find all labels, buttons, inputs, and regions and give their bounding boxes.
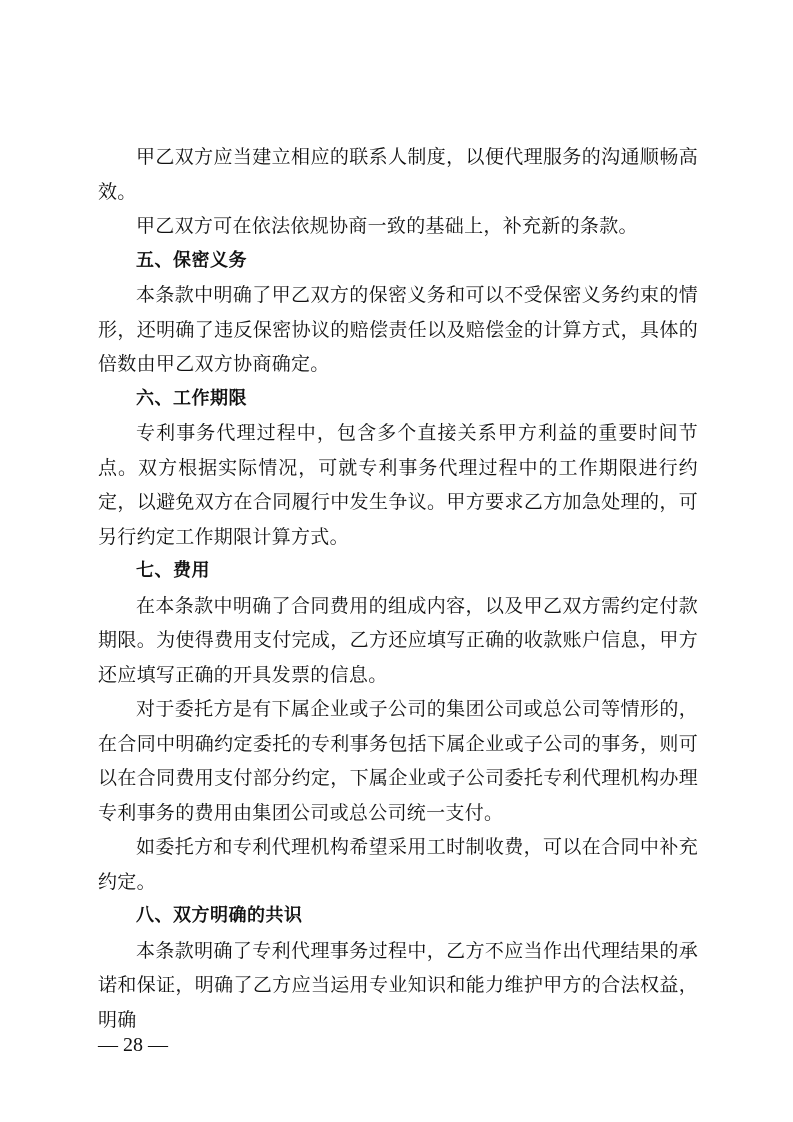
paragraph-fees-hourly: 如委托方和专利代理机构希望采用工时制收费，可以在合同中补充约定。 xyxy=(98,836,698,893)
paragraph-consensus: 本条款明确了专利代理事务过程中，乙方不应当作出代理结果的承诺和保证，明确了乙方应当运用专业知识和能力维护甲方的合法权益，明确 xyxy=(98,939,698,1031)
paragraph-contact-system: 甲乙双方应当建立相应的联系人制度，以便代理服务的沟通顺畅高效。 xyxy=(98,146,698,203)
page-body xyxy=(98,140,698,1037)
section-heading-work-period: 六、工作期限 xyxy=(136,387,247,409)
section-heading-confidentiality: 五、保密义务 xyxy=(136,249,247,271)
paragraph-fees-content: 在本条款中明确了合同费用的组成内容，以及甲乙双方需约定付款期限。为使得费用支付完成，乙方还应填写正确的收款账户信息，甲方还应填写正确的开具发票的信息。 xyxy=(98,594,698,686)
page-number: — 28 — xyxy=(98,1034,168,1056)
paragraph-confidentiality: 本条款中明确了甲乙双方的保密义务和可以不受保密义务约束的情形，还明确了违反保密协议的赔偿责任以及赔偿金的计算方式，具体的倍数由甲乙双方协商确定。 xyxy=(98,284,698,375)
section-heading-consensus: 八、双方明确的共识 xyxy=(136,905,303,926)
paragraph-supplementary-terms: 甲乙双方可在依法依规协商一致的基础上，补充新的条款。 xyxy=(136,215,638,237)
paragraph-work-period: 专利事务代理过程中，包含多个直接关系甲方利益的重要时间节点。双方根据实际情况，可就专利事务代理过程中的工作期限进行约定，以避免双方在合同履行中发生争议。甲方要求乙方加急处理的，可另行约定工作期限计算方式。 xyxy=(98,422,698,548)
section-heading-fees: 七、费用 xyxy=(136,560,210,581)
paragraph-fees-group-company: 对于委托方是有下属企业或子公司的集团公司或总公司等情形的，在合同中明确约定委托的专利事务包括下属企业或子公司的事务，则可以在合同费用支付部分约定，下属企业或子公司委托专利代理机构办理专利事务的费用由集团公司或总公司统一支付。 xyxy=(98,698,698,824)
